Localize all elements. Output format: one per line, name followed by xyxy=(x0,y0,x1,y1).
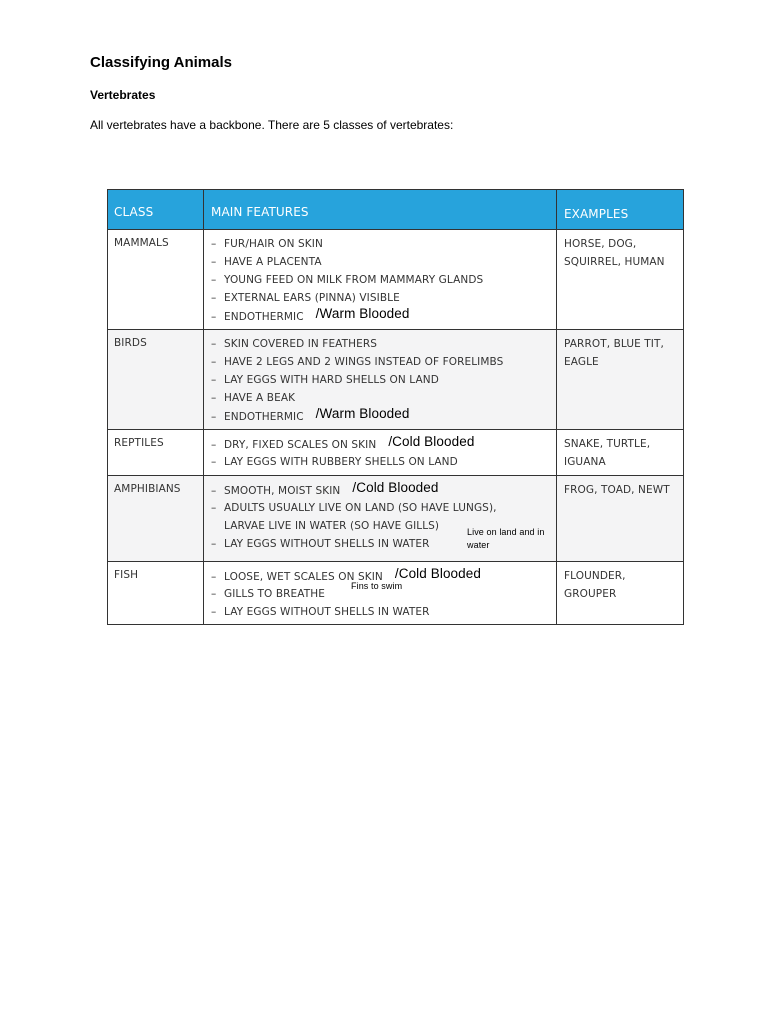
table-row-mammals xyxy=(108,230,683,330)
examples: FLOUNDER, GROUPER xyxy=(564,570,626,600)
page-title: Classifying Animals xyxy=(90,54,232,71)
examples: HORSE, DOG, SQUIRREL, HUMAN xyxy=(564,238,665,268)
main-features xyxy=(203,330,557,429)
examples: SNAKE, TURTLE, IGUANA xyxy=(564,438,651,468)
intro-paragraph: All vertebrates have a backbone. There are 5 classes of vertebrates: xyxy=(90,118,454,132)
feature-item: – LAY EGGS WITHOUT SHELLS IN WATER xyxy=(211,535,556,553)
vertebrate-classes-table xyxy=(107,189,684,625)
bullet-dash: – xyxy=(211,485,217,497)
feature-item: – FUR/HAIR ON SKIN xyxy=(211,235,556,253)
bullet-dash: – xyxy=(211,588,217,600)
feature-item: – LOOSE, WET SCALES ON SKIN /Cold Blooded xyxy=(211,567,556,585)
bullet-dash: – xyxy=(211,606,217,618)
table-row-fish xyxy=(108,562,683,624)
header-examples: EXAMPLES xyxy=(564,207,629,221)
main-features xyxy=(203,476,557,561)
bullet-dash: – xyxy=(211,411,217,423)
class-name: MAMMALS xyxy=(114,237,169,249)
handwritten-note: /Cold Blooded xyxy=(388,434,475,449)
feature-item: – YOUNG FEED ON MILK FROM MAMMARY GLANDS xyxy=(211,271,556,289)
header-class: CLASS xyxy=(114,205,154,219)
bullet-dash: – xyxy=(211,392,217,404)
handwritten-note: /Warm Blooded xyxy=(315,306,410,321)
feature-item: – HAVE A PLACENTA xyxy=(211,253,556,271)
feature-item: – HAVE A BEAK xyxy=(211,389,556,407)
class-name: REPTILES xyxy=(114,437,164,449)
main-features xyxy=(203,230,557,329)
feature-item: – EXTERNAL EARS (PINNA) VISIBLE xyxy=(211,289,556,307)
examples: FROG, TOAD, NEWT xyxy=(564,484,670,496)
feature-item: – LAY EGGS WITHOUT SHELLS IN WATER xyxy=(211,603,556,621)
table-row-reptiles xyxy=(108,430,683,476)
feature-item: LARVAE LIVE IN WATER (SO HAVE GILLS) xyxy=(224,520,440,532)
handwritten-note: /Warm Blooded xyxy=(315,406,410,421)
feature-item: – LAY EGGS WITH RUBBERY SHELLS ON LAND xyxy=(211,453,556,471)
class-name: AMPHIBIANS xyxy=(114,483,181,495)
feature-item: – ENDOTHERMIC /Warm Blooded xyxy=(211,407,556,425)
handwritten-note-small: Fins to swim xyxy=(351,581,403,591)
bullet-dash: – xyxy=(211,456,217,468)
bullet-dash: – xyxy=(211,292,217,304)
header-main-features: MAIN FEATURES xyxy=(203,190,557,229)
bullet-dash: – xyxy=(211,538,217,550)
examples: PARROT, BLUE TIT, EAGLE xyxy=(564,338,664,368)
bullet-dash: – xyxy=(211,374,217,386)
handwritten-note: /Cold Blooded xyxy=(352,480,439,495)
feature-item: – SKIN COVERED IN FEATHERS xyxy=(211,335,556,353)
bullet-dash: – xyxy=(211,256,217,268)
class-name: BIRDS xyxy=(114,337,147,349)
table-header-row xyxy=(108,190,683,230)
handwritten-note-small: Live on land and in water xyxy=(467,527,545,550)
class-name: FISH xyxy=(114,569,139,581)
bullet-dash: – xyxy=(211,238,217,250)
handwritten-note: /Cold Blooded xyxy=(394,566,481,581)
bullet-dash: – xyxy=(211,338,217,350)
feature-item: – ADULTS USUALLY LIVE ON LAND (SO HAVE LUNGS), xyxy=(211,499,556,517)
bullet-dash: – xyxy=(211,311,217,323)
bullet-dash: – xyxy=(211,439,217,451)
bullet-dash: – xyxy=(211,356,217,368)
section-heading: Vertebrates xyxy=(90,88,156,102)
feature-item: – DRY, FIXED SCALES ON SKIN /Cold Blooded xyxy=(211,435,556,453)
table-row-birds xyxy=(108,330,683,430)
main-features xyxy=(203,562,557,624)
bullet-dash: – xyxy=(211,571,217,583)
feature-item: – HAVE 2 LEGS AND 2 WINGS INSTEAD OF FORELIMBS xyxy=(211,353,556,371)
feature-item: – LAY EGGS WITH HARD SHELLS ON LAND xyxy=(211,371,556,389)
main-features xyxy=(203,430,557,475)
feature-item: – SMOOTH, MOIST SKIN /Cold Blooded xyxy=(211,481,556,499)
feature-item: – ENDOTHERMIC /Warm Blooded xyxy=(211,307,556,325)
bullet-dash: – xyxy=(211,502,217,514)
feature-item: – GILLS TO BREATHE xyxy=(211,585,556,603)
bullet-dash: – xyxy=(211,274,217,286)
table-row-amphibians xyxy=(108,476,683,562)
